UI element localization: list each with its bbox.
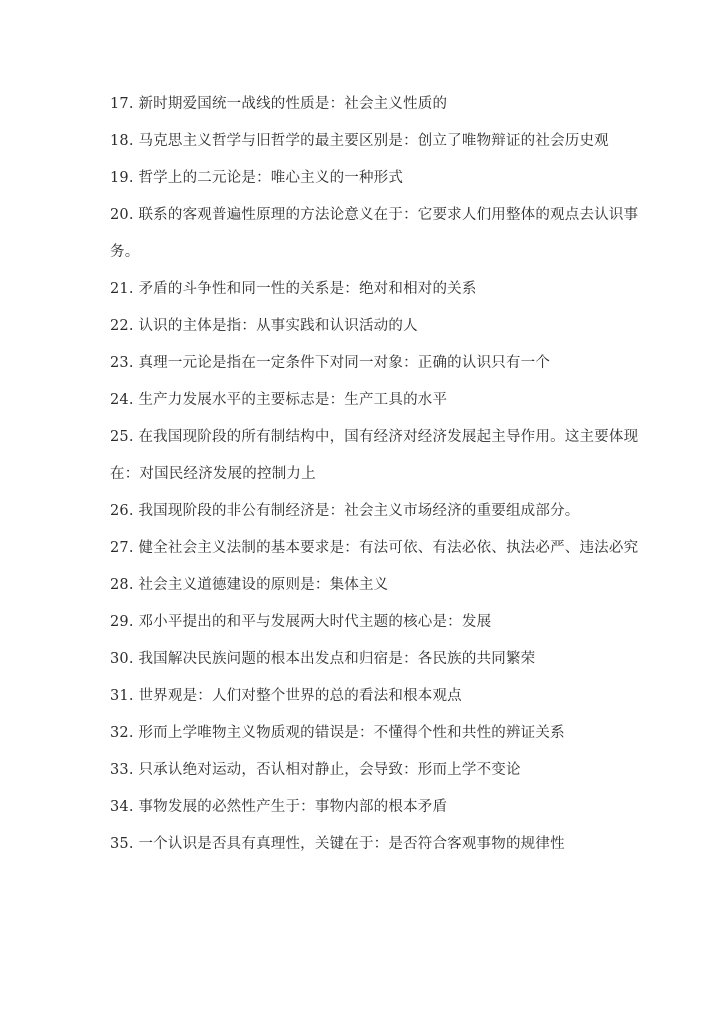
list-item: 25. 在我国现阶段的所有制结构中，国有经济对经济发展起主导作用。这主要体现在：对国民经济发展的控制力上 [110, 429, 639, 482]
list-item: 32. 形而上学唯物主义物质观的错误是：不懂得个性和共性的辨证关系 [110, 725, 565, 741]
list-item: 34. 事物发展的必然性产生于：事物内部的根本矛盾 [110, 799, 448, 815]
list-item: 26. 我国现阶段的非公有制经济是：社会主义市场经济的重要组成部分。 [110, 503, 580, 519]
document-page [110, 86, 640, 863]
list-item: 20. 联系的客观普遍性原理的方法论意义在于：它要求人们用整体的观点去认识事务。 [110, 207, 639, 260]
list-item: 33. 只承认绝对运动，否认相对静止，会导致：形而上学不变论 [110, 762, 521, 778]
list-item: 18. 马克思主义哲学与旧哲学的最主要区别是：创立了唯物辩证的社会历史观 [110, 133, 609, 149]
list-item: 17. 新时期爱国统一战线的性质是：社会主义性质的 [110, 96, 448, 112]
list-item: 29. 邓小平提出的和平与发展两大时代主题的核心是：发展 [110, 614, 492, 630]
list-item: 28. 社会主义道德建设的原则是：集体主义 [110, 577, 389, 593]
list-item: 23. 真理一元论是指在一定条件下对同一对象：正确的认识只有一个 [110, 355, 551, 371]
list-item: 35. 一个认识是否具有真理性，关键在于：是否符合客观事物的规律性 [110, 836, 565, 852]
list-item: 30. 我国解决民族问题的根本出发点和归宿是：各民族的共同繁荣 [110, 651, 536, 667]
list-item: 24. 生产力发展水平的主要标志是：生产工具的水平 [110, 392, 448, 408]
list-item: 27. 健全社会主义法制的基本要求是：有法可依、有法必依、执法必严、违法必究 [110, 540, 639, 556]
list-item: 22. 认识的主体是指：从事实践和认识活动的人 [110, 318, 418, 334]
list-item: 31. 世界观是：人们对整个世界的总的看法和根本观点 [110, 688, 462, 704]
list-item: 19. 哲学上的二元论是：唯心主义的一种形式 [110, 170, 404, 186]
list-item: 21. 矛盾的斗争性和同一性的关系是：绝对和相对的关系 [110, 281, 477, 297]
